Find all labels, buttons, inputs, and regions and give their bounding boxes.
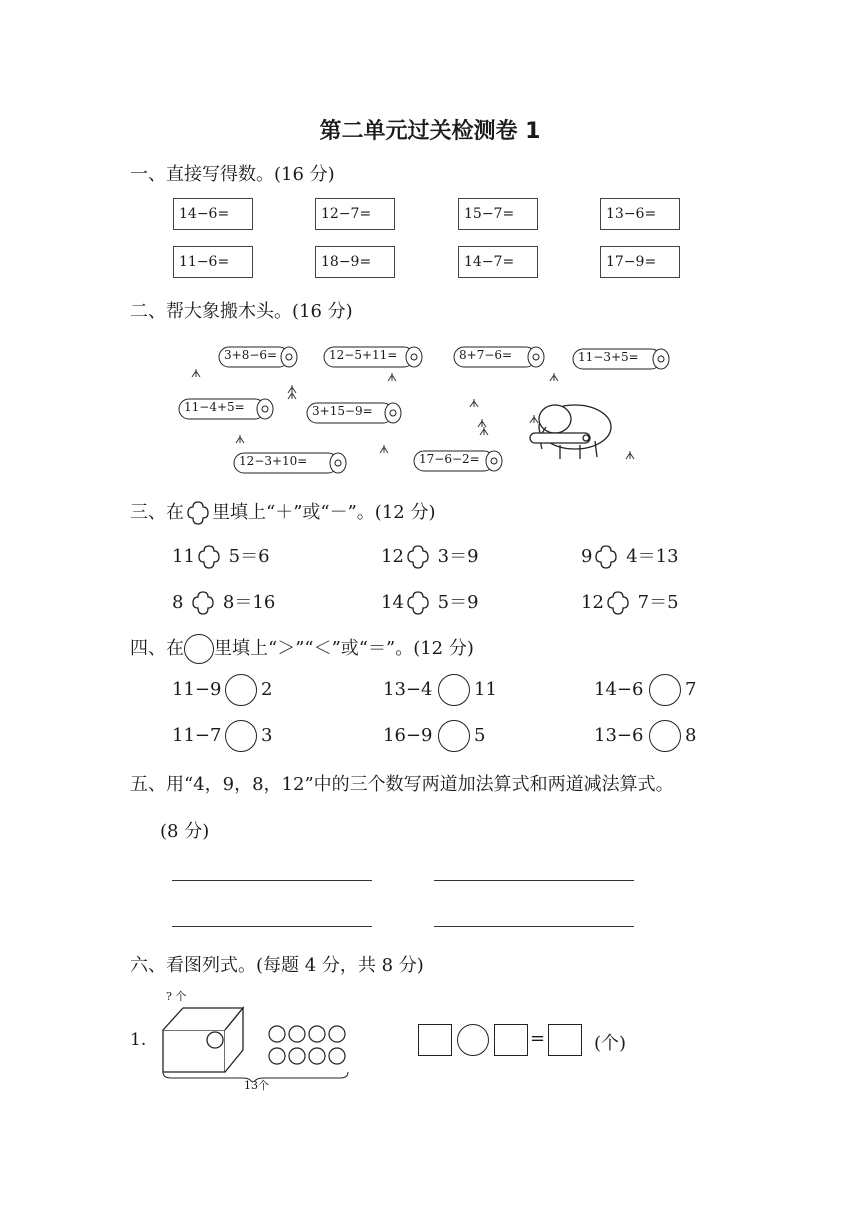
log-label: 3+15−9=	[312, 404, 373, 418]
equation-right: 8＝16	[222, 592, 276, 613]
equation-right: 3＝9	[437, 546, 479, 567]
calc-box[interactable]: 17−9=	[600, 246, 680, 278]
flower-blank[interactable]	[404, 543, 432, 571]
compare-circle[interactable]	[225, 674, 257, 706]
apple-icons	[269, 1026, 345, 1064]
answer-line[interactable]	[434, 880, 634, 881]
calc-box[interactable]: 12−7=	[315, 198, 395, 230]
log	[218, 345, 300, 369]
flower-blank[interactable]	[592, 543, 620, 571]
heading-text: 三、在	[130, 502, 184, 523]
compare-left: 11−7	[172, 725, 222, 746]
answer-box[interactable]	[548, 1024, 582, 1056]
equation-right: 5＝9	[437, 592, 479, 613]
section-5-score: (8 分)	[160, 821, 210, 842]
log-label: 12−3+10=	[239, 454, 308, 468]
answer-box[interactable]	[418, 1024, 452, 1056]
fill-equation	[381, 542, 479, 571]
answer-box[interactable]	[494, 1024, 528, 1056]
calc-box[interactable]: 18−9=	[315, 246, 395, 278]
compare-left: 16−9	[383, 725, 433, 746]
answer-line[interactable]	[434, 926, 634, 927]
equation-left: 9	[581, 546, 593, 567]
log-label: 12−5+11=	[329, 348, 398, 362]
answer-line[interactable]	[172, 880, 372, 881]
log	[178, 397, 276, 421]
equation-left: 12	[581, 592, 604, 613]
log-label: 3+8−6=	[224, 348, 278, 362]
log-label: 17−6−2=	[419, 452, 480, 466]
compare-circle[interactable]	[649, 674, 681, 706]
compare-left: 13−4	[383, 679, 433, 700]
calc-box[interactable]: 14−7=	[458, 246, 538, 278]
log-label: 11−3+5=	[578, 350, 639, 364]
compare-circle[interactable]	[225, 720, 257, 752]
log	[233, 451, 349, 475]
compare-right: 8	[685, 725, 697, 746]
calc-box[interactable]: 14−6=	[173, 198, 253, 230]
fill-equation	[581, 588, 679, 617]
page-title: 第二单元过关检测卷 1	[319, 119, 541, 144]
compare-left: 14−6	[594, 679, 644, 700]
box-icon	[163, 1008, 243, 1072]
section-6-heading: 六、看图列式。(每题 4 分，共 8 分)	[130, 955, 424, 976]
equation-left: 8	[172, 592, 184, 613]
compare-right: 11	[474, 679, 497, 700]
log-label: 11−4+5=	[184, 400, 245, 414]
log	[323, 345, 425, 369]
fill-equation	[581, 542, 679, 571]
calc-box[interactable]: 11−6=	[173, 246, 253, 278]
equals-sign: =	[530, 1028, 546, 1049]
unknown-count-label: ? 个	[166, 990, 187, 1003]
compare-circle[interactable]	[438, 720, 470, 752]
flower-blank[interactable]	[604, 589, 632, 617]
flower-blank[interactable]	[404, 589, 432, 617]
flower-blank[interactable]	[195, 543, 223, 571]
compare-left: 11−9	[172, 679, 222, 700]
compare-right: 5	[474, 725, 486, 746]
operator-circle[interactable]	[457, 1024, 489, 1056]
total-label: 13个	[244, 1079, 269, 1092]
compare-circle[interactable]	[649, 720, 681, 752]
fill-equation	[172, 588, 275, 617]
log	[453, 345, 547, 369]
log-label: 8+7−6=	[459, 348, 513, 362]
heading-text: 四、在	[130, 638, 184, 659]
answer-line[interactable]	[172, 926, 372, 927]
question-number: 1.	[130, 1030, 147, 1050]
log	[306, 401, 404, 425]
equation-left: 12	[381, 546, 404, 567]
calc-box[interactable]: 13−6=	[600, 198, 680, 230]
compare-right: 7	[685, 679, 697, 700]
log	[413, 449, 505, 473]
fill-equation	[172, 542, 270, 571]
flower-blank[interactable]	[189, 589, 217, 617]
equation-left: 11	[172, 546, 195, 567]
heading-text: 里填上“＋”或“－”。(12 分)	[212, 502, 436, 523]
box-apples-illustration	[155, 1000, 355, 1082]
compare-right: 3	[261, 725, 273, 746]
elephant-icon	[530, 405, 611, 459]
unit-label: (个)	[594, 1033, 627, 1054]
fill-equation	[381, 588, 479, 617]
compare-left: 13−6	[594, 725, 644, 746]
heading-text: 里填上“＞”“＜”或“＝”。(12 分)	[214, 638, 474, 659]
section-4-heading	[130, 634, 474, 664]
circle-icon	[184, 634, 214, 664]
compare-circle[interactable]	[438, 674, 470, 706]
section-2-heading: 二、帮大象搬木头。(16 分)	[130, 301, 353, 322]
calc-box[interactable]: 15−7=	[458, 198, 538, 230]
section-5-heading: 五、用“4，9，8，12”中的三个数写两道加法算式和两道减法算式。	[130, 774, 674, 795]
log	[572, 347, 672, 371]
equation-right: 5＝6	[228, 546, 270, 567]
section-1-heading: 一、直接写得数。(16 分)	[130, 164, 335, 185]
flower-icon	[184, 499, 212, 527]
equation-left: 14	[381, 592, 404, 613]
equation-right: 4＝13	[626, 546, 679, 567]
compare-right: 2	[261, 679, 273, 700]
equation-right: 7＝5	[637, 592, 679, 613]
section-3-heading	[130, 498, 435, 527]
